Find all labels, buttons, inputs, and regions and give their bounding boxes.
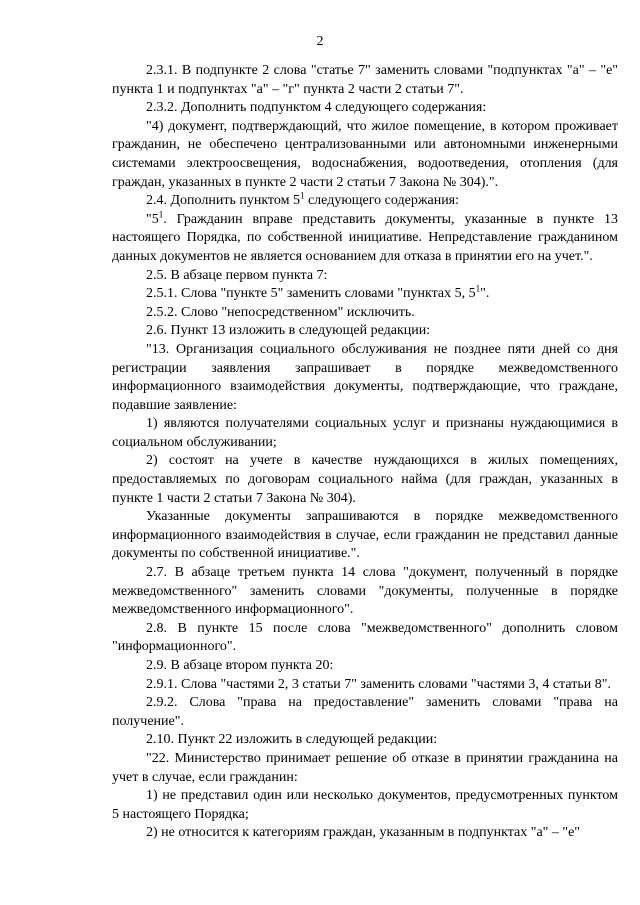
paragraph-2-9: 2.9. В абзаце втором пункта 20: xyxy=(146,658,334,673)
quoted-point-5-1 xyxy=(112,211,618,267)
list-item-2: 2) не относится к категориям граждан, указанным в подпунктах "а" – "е" xyxy=(146,825,581,841)
paragraph-2-4 xyxy=(112,192,618,211)
text-part: . Гражданин вправе представить документы, указанные в пункте 13 настоящего Порядка, по собственной инициативе. Непредставление гражданином данных документов не является основанием для отказа в принятии его на учет.". xyxy=(112,211,618,264)
paragraph-2-9-1: 2.9.1. Слова "частями 2, 3 статьи 7" заменить словами "частями 3, 4 статьи 8". xyxy=(146,676,611,692)
paragraph-2-9-2: 2.9.2. Слова "права на предоставление" заменить словами "права на получение". xyxy=(112,695,618,729)
text-part: "5 xyxy=(146,211,159,227)
list-item-1: 1) являются получателями социальных услуг и признаны нуждающимися в социальном обслуживании; xyxy=(112,416,618,450)
page-number: 2 xyxy=(316,34,324,49)
quoted-subpoint-4: "4) документ, подтверждающий, что жилое помещение, в котором проживает гражданин, не обеспечено централизованными или автономными инженерными системами электроосвещения, водоснабжения, водоотведения, отопления (для граждан, указанных в пункте 2 части 2 статьи 7 Закона № 304).". xyxy=(112,118,618,190)
paragraph-2-5-1 xyxy=(112,285,618,304)
quoted-point-13: "13. Организация социального обслуживания не позднее пяти дней со дня регистрации заявления запрашивает в порядке межведомственного информационного взаимодействия документы, подтверждающие, что граждане, подавшие заявление: xyxy=(112,341,618,413)
list-item-2: 2) состоят на учете в качестве нуждающихся в жилых помещениях, предоставляемых по договорам социального найма (для граждан, указанных в пункте 1 части 2 статьи 7 Закона № 304). xyxy=(112,453,618,506)
quoted-point-22: "22. Министерство принимает решение об отказе в принятии гражданина на учет в случае, если гражданин: xyxy=(112,750,618,785)
paragraph-2-5-2: 2.5.2. Слово "непосредственном" исключить. xyxy=(146,304,415,320)
paragraph-2-10: 2.10. Пункт 22 изложить в следующей редакции: xyxy=(146,732,438,748)
paragraph-2-7: 2.7. В абзаце третьем пункта 14 слова "документ, полученный в порядке межведомственного" заменить словами "документы, полученные в порядке межведомственного информационного". xyxy=(112,565,618,618)
list-item-1: 1) не представил один или несколько документов, предусмотренных пунктом 5 настоящего Порядка; xyxy=(112,788,618,822)
superscript: 1 xyxy=(158,209,164,220)
paragraph-2-5: 2.5. В абзаце первом пункта 7: xyxy=(146,267,328,283)
text-part: 2.4. Дополнить пунктом 5 xyxy=(146,193,300,209)
paragraph-documents-requested: Указанные документы запрашиваются в порядке межведомственного информационного взаимодействия в случае, если гражданин не представил данные документы по собственной инициативе.". xyxy=(112,509,618,562)
document-body xyxy=(112,62,618,843)
text-part: следующего содержания: xyxy=(304,193,460,209)
text-part: ". xyxy=(480,286,490,302)
superscript: 1 xyxy=(299,190,305,201)
paragraph-2-6: 2.6. Пункт 13 изложить в следующей редакции: xyxy=(146,323,431,339)
paragraph-2-3-1: 2.3.1. В подпункте 2 слова "статье 7" заменить словами "подпунктах "а" – "е" пункта 1 и подпунктах "а" – "г" пункта 2 части 2 статьи 7". xyxy=(112,63,618,97)
text-part: 2.5.1. Слова "пункте 5" заменить словами "пунктах 5, 5 xyxy=(146,286,476,302)
paragraph-2-3-2: 2.3.2. Дополнить подпунктом 4 следующего содержания: xyxy=(146,100,487,116)
superscript: 1 xyxy=(475,283,481,294)
paragraph-2-8: 2.8. В пункте 15 после слова "межведомственного" дополнить словом "информационного". xyxy=(112,620,618,655)
